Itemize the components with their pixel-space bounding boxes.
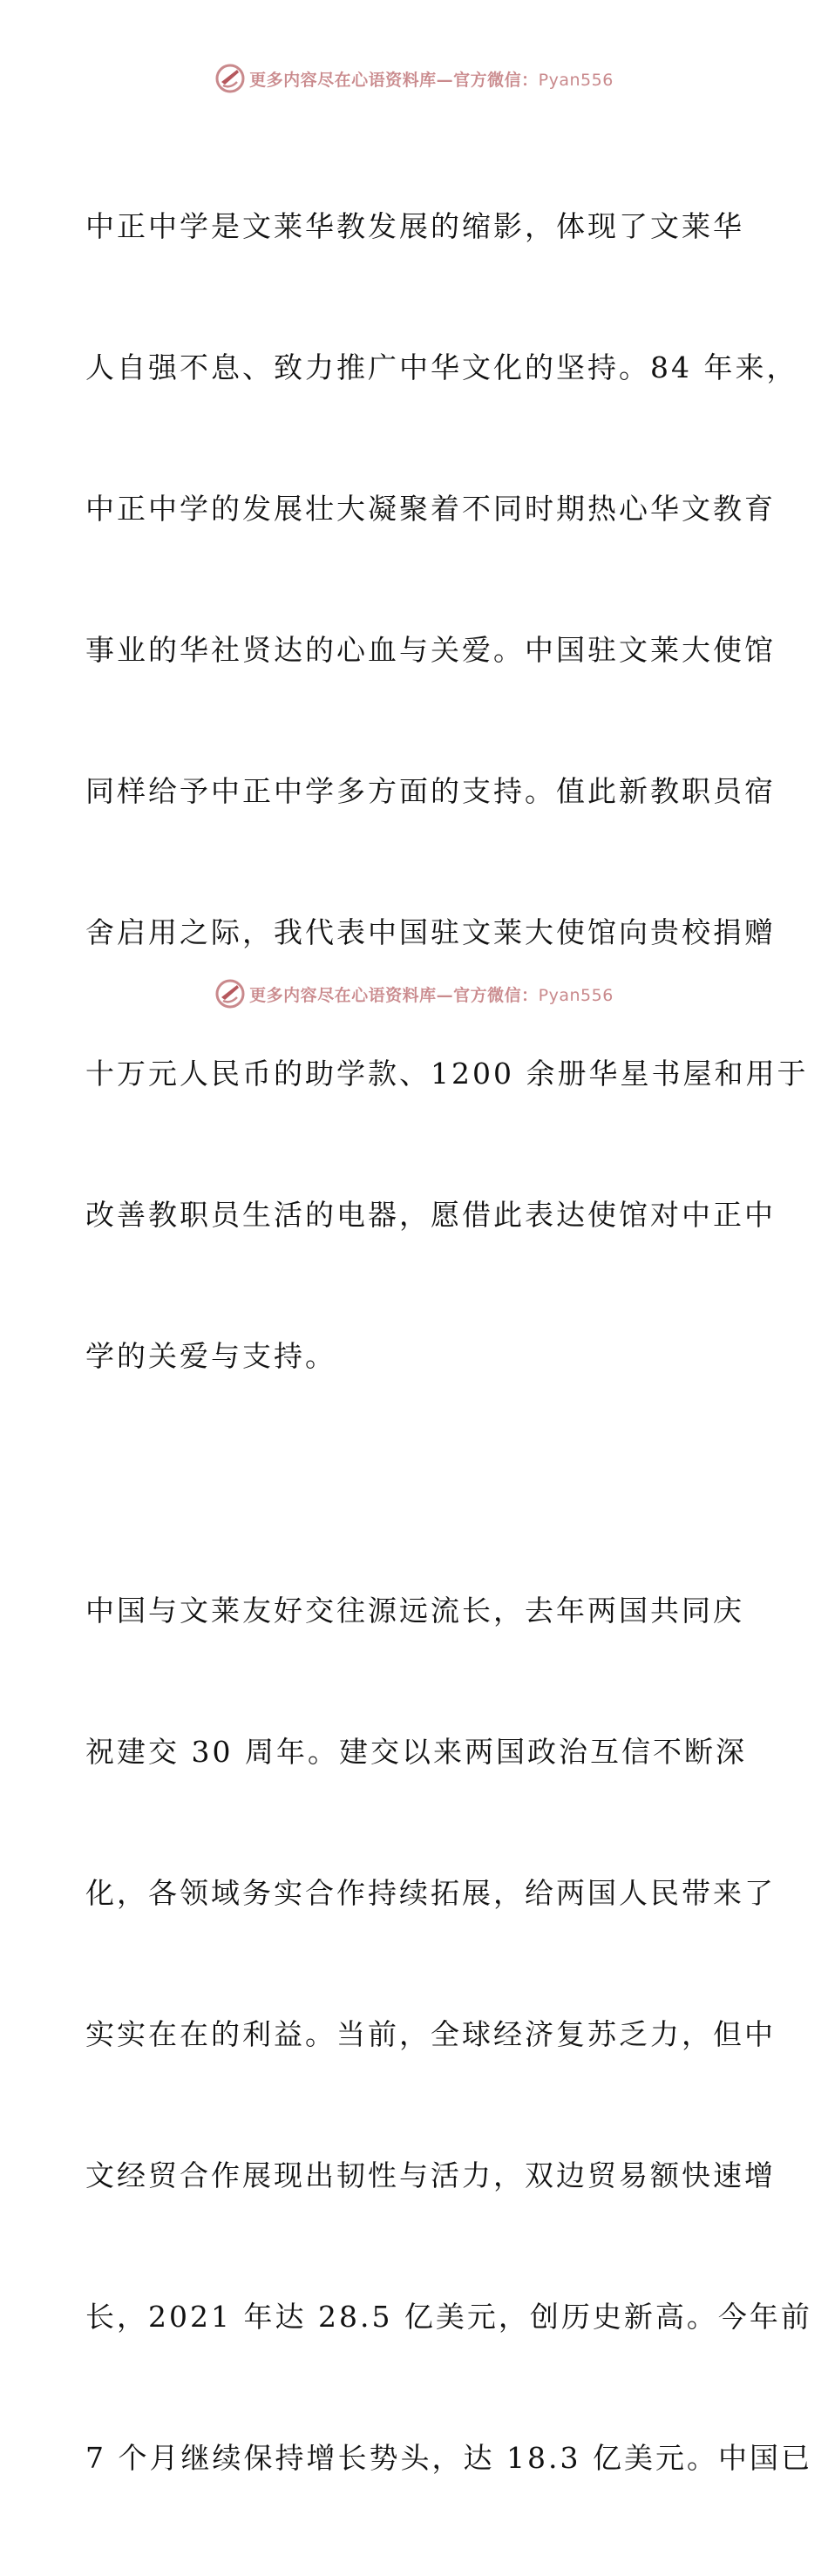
text-line: 人自强不息、致力推广中华文化的坚持。84 年来， bbox=[85, 350, 798, 384]
logo-icon bbox=[214, 978, 246, 1009]
text-line: 中正中学的发展壮大凝聚着不同时期热心华文教育 bbox=[85, 492, 776, 526]
text-line: 文经贸合作展现出韧性与活力，双边贸易额快速增 bbox=[85, 2158, 776, 2192]
watermark-footer bbox=[0, 976, 828, 1011]
text-line: 实实在在的利益。当前，全球经济复苏乏力，但中 bbox=[85, 2017, 776, 2051]
text-line: 学的关爱与支持。 bbox=[85, 1339, 336, 1373]
watermark-text: 更多内容尽在心语资料库—官方微信：Pyan556 bbox=[249, 70, 614, 90]
text-line: 事业的华社贤达的心血与关爱。中国驻文莱大使馆 bbox=[85, 633, 776, 667]
text-line: 7 个月继续保持增长势头，达 18.3 亿美元。中国已 bbox=[85, 2441, 812, 2475]
text-line: 化，各领域务实合作持续拓展，给两国人民带来了 bbox=[85, 1876, 776, 1910]
text-line: 同样给予中正中学多方面的支持。值此新教职员宿 bbox=[85, 774, 776, 808]
text-line: 舍启用之际，我代表中国驻文莱大使馆向贵校捐赠 bbox=[85, 915, 776, 949]
paragraph bbox=[85, 109, 809, 1474]
text-line: 中正中学是文莱华教发展的缩影，体现了文莱华 bbox=[85, 209, 744, 243]
watermark-text: 更多内容尽在心语资料库—官方微信：Pyan556 bbox=[249, 985, 614, 1005]
text-line: 十万元人民币的助学款、1200 余册华星书屋和用于 bbox=[85, 1057, 809, 1091]
logo-icon bbox=[214, 63, 246, 94]
text-line: 祝建交 30 周年。建交以来两国政治互信不断深 bbox=[85, 1735, 747, 1769]
text-line: 改善教职员生活的电器，愿借此表达使馆对中正中 bbox=[85, 1198, 776, 1232]
text-line: 长，2021 年达 28.5 亿美元，创历史新高。今年前 bbox=[85, 2300, 812, 2334]
paragraph bbox=[85, 1493, 812, 2576]
document-body bbox=[85, 109, 812, 2576]
watermark-header bbox=[0, 61, 828, 96]
text-line: 中国与文莱友好交往源远流长，去年两国共同庆 bbox=[85, 1594, 744, 1628]
